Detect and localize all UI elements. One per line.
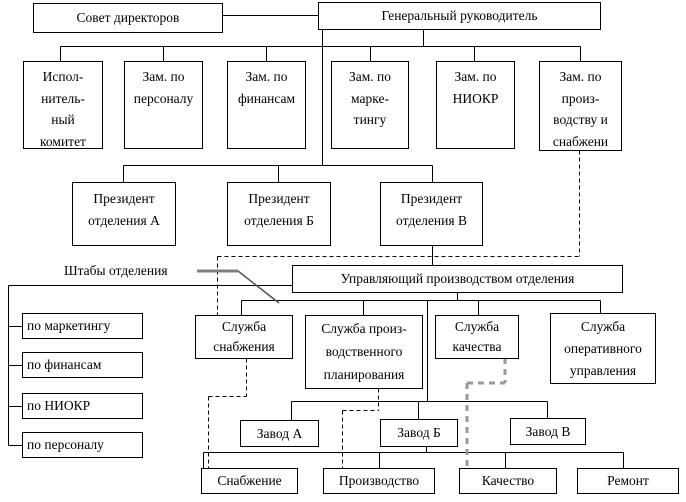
node-deputy-personnel: Зам. по персоналу (124, 61, 203, 149)
node-staff-personnel: по персоналу (22, 432, 143, 458)
dashed-quality-service-to-quality (467, 358, 505, 468)
node-service-quality: Служба качества (435, 315, 519, 359)
division-staffs-label: Штабы отделения (64, 263, 168, 278)
node-supply-department: Снабжение (201, 468, 298, 494)
node-staff-finance: по финансам (22, 352, 143, 378)
node-quality-department: Качество (459, 468, 557, 494)
node-repair-department: Ремонт (577, 468, 679, 494)
node-president-division-b: Президент отделения Б (227, 182, 331, 246)
node-plant-b: Завод Б (380, 419, 458, 447)
node-executive-committee: Испол- нитель- ный комитет (23, 61, 103, 149)
node-deputy-rnd: Зам. по НИОКР (436, 61, 515, 149)
node-service-supply: Служба снабжения (195, 315, 293, 359)
node-plant-a: Завод А (240, 420, 319, 447)
node-division-production-manager: Управляющий производством отделения (292, 265, 623, 293)
node-deputy-production-supply: Зам. по произ- водству и снабжени (539, 61, 622, 151)
node-deputy-marketing: Зам. по марке- тингу (331, 61, 409, 149)
link-plantB-departments (204, 447, 624, 469)
staffs-callout-diagonal (238, 271, 279, 303)
gray-dashed-connector (467, 358, 505, 468)
dashed-planning-to-production (343, 389, 379, 469)
node-staff-rnd: по НИОКР (22, 393, 143, 419)
link-general-deputies (61, 30, 581, 62)
node-production-department: Производство (323, 468, 435, 494)
node-general-manager: Генеральный руководитель (318, 2, 601, 30)
node-staff-marketing: по маркетингу (22, 313, 143, 339)
node-service-production-planning: Служба произ- водственного планирования (305, 315, 423, 389)
node-president-division-a: Президент отделения А (72, 182, 176, 246)
staffs-callout (197, 271, 279, 303)
node-deputy-finance: Зам. по финансам (227, 61, 306, 149)
node-president-division-v: Президент отделения В (380, 182, 483, 246)
node-plant-v: Завод В (510, 418, 586, 445)
node-service-operations: Служба оперативного управления (550, 313, 656, 384)
node-board-of-directors: Совет директоров (33, 3, 223, 33)
